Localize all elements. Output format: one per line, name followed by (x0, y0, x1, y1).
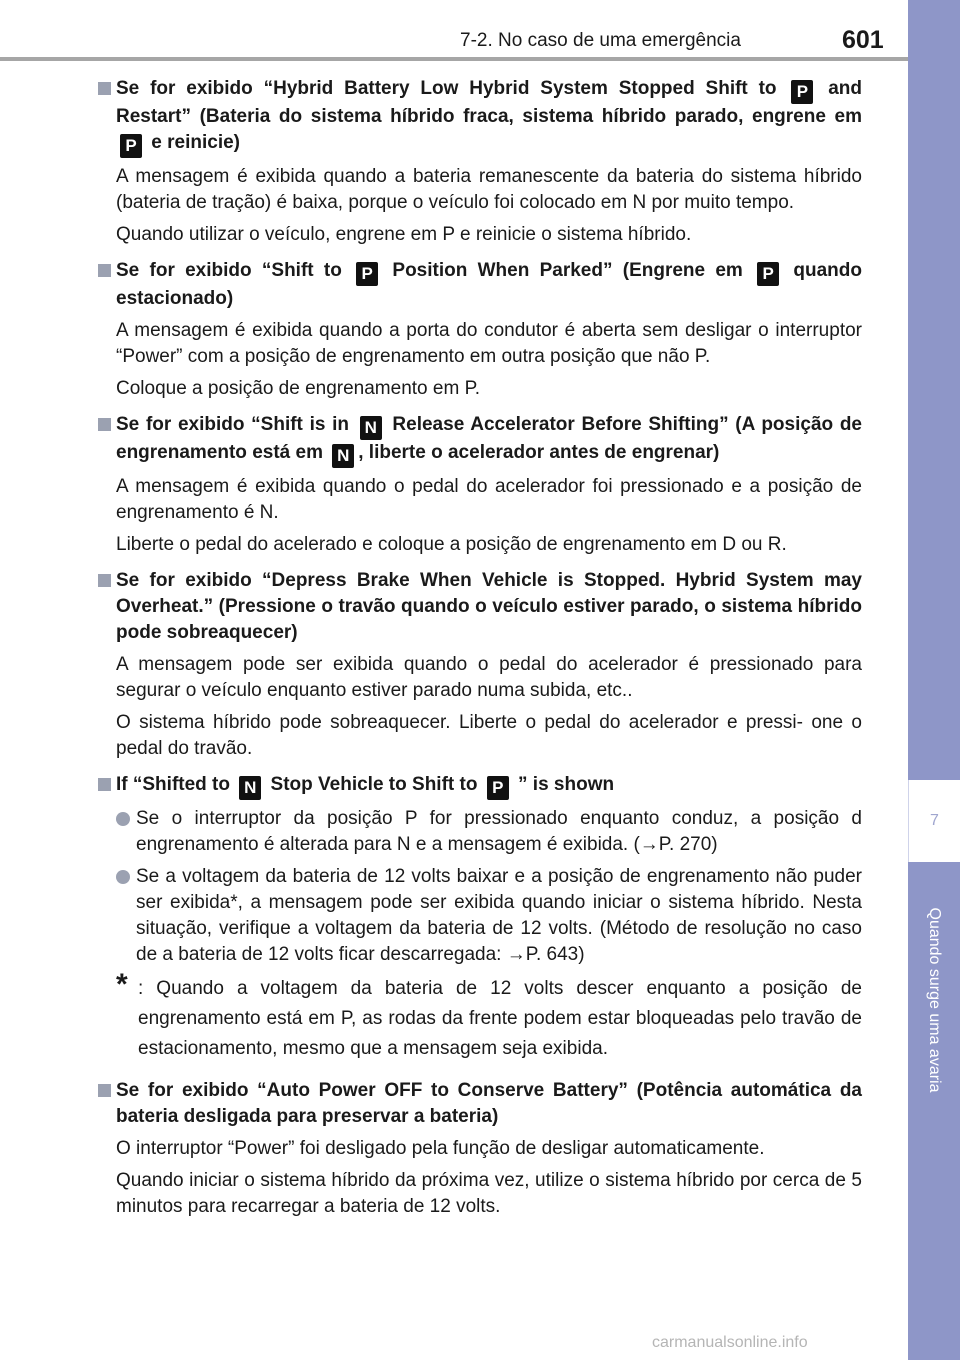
gear-p-icon: P (487, 776, 509, 800)
paragraph: O sistema híbrido pode sobreaquecer. Liberte o pedal do acelerador e pressi- one o pedal do travão. (116, 712, 862, 759)
gear-p-icon: P (791, 80, 813, 104)
gear-p-icon: P (120, 134, 142, 158)
header-divider (0, 57, 908, 61)
heading-text: If “Shifted to (116, 774, 230, 795)
square-bullet-icon (98, 1084, 111, 1097)
square-bullet-icon (98, 418, 111, 431)
bullet-item (116, 806, 862, 858)
gear-p-icon: P (757, 262, 779, 286)
chapter-title: Quando surge uma avaria (926, 907, 943, 1093)
heading-text: Se for exibido “Depress Brake When Vehicle is Stopped. Hybrid System may Overheat.” (Pressione o travão quando o veículo estiver parado, o sistema híbrido pode sobreaquecer) (116, 570, 862, 643)
square-bullet-icon (98, 264, 111, 277)
heading-shift-is-in-n (94, 412, 862, 468)
gear-p-icon: P (356, 262, 378, 286)
square-bullet-icon (98, 82, 111, 95)
page-number: 601 (842, 26, 884, 54)
heading-text: Position When Parked” (Engrene em (392, 260, 743, 281)
watermark: carmanualsonline.info (652, 1334, 808, 1351)
heading-hybrid-battery-low (94, 76, 862, 158)
heading-text: Se for exibido “Hybrid Battery Low Hybrid System Stopped Shift to (116, 78, 777, 99)
bullet-text: Se a voltagem da bateria de 12 volts baixar e a posição de engrenamento não puder ser exibida*, a mensagem pode ser exibida quando iniciar o sistema híbrido. Nesta situação, verifique a voltagem da bateria de 12 volts. (Método de resolução no caso de a bateria de 12 volts ficar descarregada: →P. 643) (136, 866, 862, 965)
heading-text: quando estacionado) (116, 260, 863, 309)
paragraph: A mensagem é exibida quando o pedal do acelerador foi pressionado e a posição de engrenamento é N. (116, 476, 862, 523)
bullet-item (116, 864, 862, 968)
heading-text: , liberte o acelerador antes de engrenar) (358, 442, 720, 463)
paragraph: Quando iniciar o sistema híbrido da próxima vez, utilize o sistema híbrido por cerca de 5 minutos para recarregar a bateria de 12 volts. (116, 1170, 862, 1217)
round-bullet-icon (116, 812, 130, 826)
chapter-side-tab (908, 0, 960, 1360)
gear-n-icon: N (239, 776, 261, 800)
heading-text: Stop Vehicle to Shift to (270, 774, 478, 795)
square-bullet-icon (98, 574, 111, 587)
chapter-number: 7 (908, 780, 960, 862)
paragraph: Coloque a posição de engrenamento em P. (116, 378, 481, 399)
page-content (94, 76, 862, 1220)
footnote-marker: * (116, 968, 128, 1001)
square-bullet-icon (98, 778, 111, 791)
round-bullet-icon (116, 870, 130, 884)
paragraph: A mensagem é exibida quando a bateria remanescente da bateria do sistema híbrido (bateria de tração) é baixa, porque o veículo foi colocado em N por muito tempo. (116, 166, 862, 213)
paragraph: Quando utilizar o veículo, engrene em P e reinicie o sistema híbrido. (116, 224, 692, 245)
gear-n-icon: N (360, 416, 382, 440)
heading-text: Se for exibido “Shift to (116, 260, 342, 281)
bullet-text: Se o interruptor da posição P for pressionado enquanto conduz, a posição d engrenamento é alterada para N e a mensagem é exibida. (→P. 270) (136, 808, 862, 855)
heading-shift-to-park (94, 258, 862, 312)
heading-text: Se for exibido “Shift is in (116, 414, 350, 435)
paragraph: O interruptor “Power” foi desligado pela função de desligar automaticamente. (116, 1138, 765, 1159)
heading-depress-brake (94, 568, 862, 646)
footnote-text: : Quando a voltagem da bateria de 12 volts descer enquanto a posição de engrenamento está em P, as rodas da frente podem estar bloqueadas pelo travão de estacionamento, mesmo que a mensagem seja exibida. (138, 978, 862, 1059)
heading-auto-power-off (94, 1078, 862, 1130)
heading-text: Se for exibido “Auto Power OFF to Conserve Battery” (Potência automática da bateria desligada para preservar a bateria) (116, 1080, 862, 1127)
heading-text: ” is shown (518, 774, 615, 795)
paragraph: A mensagem é exibida quando a porta do condutor é aberta sem desligar o interruptor “Power” com a posição de engrenamento em outra posição que não P. (116, 320, 862, 367)
section-title: 7-2. No caso de uma emergência (460, 30, 741, 51)
paragraph: Liberte o pedal do acelerado e coloque a posição de engrenamento em D ou R. (116, 534, 787, 555)
heading-shifted-to-n (94, 772, 862, 800)
heading-text: and Restart” (Bateria do sistema híbrido fraca, sistema híbrido parado, engrene em (116, 78, 862, 127)
heading-text: Release Accelerator Before Shifting” (A posição de engrenamento está em (116, 414, 862, 463)
footnote (116, 968, 862, 1064)
heading-text: e reinicie) (151, 132, 240, 153)
gear-n-icon: N (332, 444, 354, 468)
paragraph: A mensagem pode ser exibida quando o pedal do acelerador é pressionado para segurar o veículo enquanto estiver parado numa subida, etc.. (116, 654, 862, 701)
